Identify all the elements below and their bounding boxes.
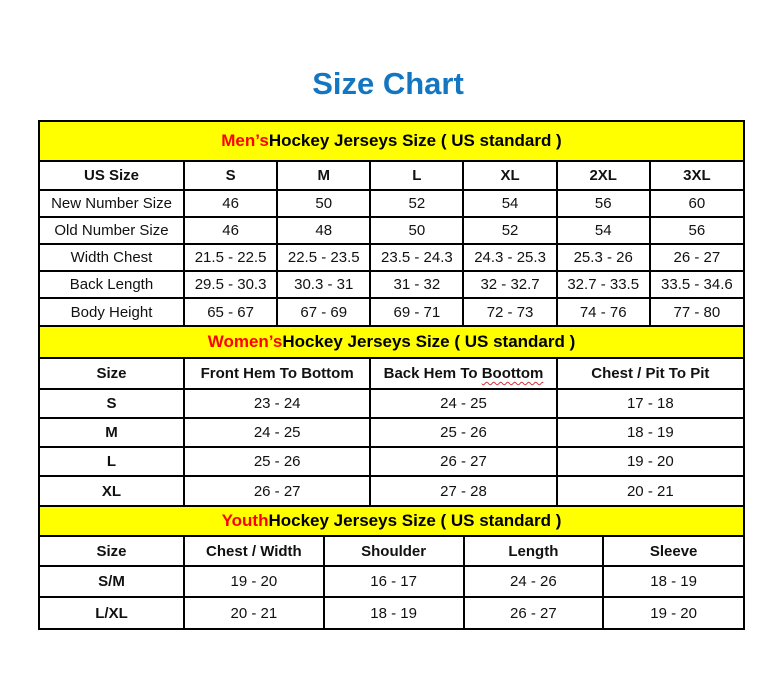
cell: 50	[277, 190, 370, 217]
men-size-header: XL	[463, 162, 556, 190]
page-title: Size Chart	[312, 66, 464, 101]
table-row	[40, 447, 743, 476]
youth-col-header: Shoulder	[324, 537, 464, 566]
cell: 24 - 26	[464, 566, 604, 597]
men-size-header: M	[277, 162, 370, 190]
cell: 29.5 - 30.3	[184, 271, 277, 298]
row-label: L	[40, 447, 184, 476]
cell: 27 - 28	[370, 476, 556, 505]
cell: 46	[184, 190, 277, 217]
cell: 18 - 19	[557, 418, 743, 447]
cell: 50	[370, 217, 463, 244]
youth-col-header: Size	[40, 537, 184, 566]
cell: 26 - 27	[464, 597, 604, 628]
cell: 26 - 27	[370, 447, 556, 476]
youth-size-table	[40, 537, 743, 628]
table-row	[40, 476, 743, 505]
men-corner-header: US Size	[40, 162, 184, 190]
women-header-row	[40, 359, 743, 389]
table-row	[40, 271, 743, 298]
row-label: Back Length	[40, 271, 184, 298]
cell: 56	[650, 217, 743, 244]
cell: 54	[557, 217, 650, 244]
table-row	[40, 389, 743, 418]
women-col-header: Front Hem To Bottom	[184, 359, 370, 389]
table-row	[40, 217, 743, 244]
cell: 48	[277, 217, 370, 244]
youth-header-row	[40, 537, 743, 566]
cell: 30.3 - 31	[277, 271, 370, 298]
men-section-header	[40, 122, 743, 162]
cell: 16 - 17	[324, 566, 464, 597]
cell: 20 - 21	[557, 476, 743, 505]
row-label: Width Chest	[40, 244, 184, 271]
cell: 23 - 24	[184, 389, 370, 418]
row-label: L/XL	[40, 597, 184, 628]
table-row	[40, 597, 743, 628]
women-size-table	[40, 359, 743, 505]
women-col-header: Chest / Pit To Pit	[557, 359, 743, 389]
youth-col-header: Chest / Width	[184, 537, 324, 566]
cell: 74 - 76	[557, 298, 650, 325]
table-row	[40, 298, 743, 325]
table-row	[40, 190, 743, 217]
youth-section-highlight: Youth	[221, 511, 269, 530]
table-row	[40, 418, 743, 447]
row-label: New Number Size	[40, 190, 184, 217]
cell: 72 - 73	[463, 298, 556, 325]
men-size-header: 3XL	[650, 162, 743, 190]
cell: 25.3 - 26	[557, 244, 650, 271]
row-label: Old Number Size	[40, 217, 184, 244]
cell: 24.3 - 25.3	[463, 244, 556, 271]
row-label: Body Height	[40, 298, 184, 325]
table-row	[40, 566, 743, 597]
cell: 19 - 20	[557, 447, 743, 476]
men-section-title: Hockey Jerseys Size ( US standard )	[268, 131, 562, 150]
cell: 18 - 19	[603, 566, 743, 597]
cell: 65 - 67	[184, 298, 277, 325]
women-section-header	[40, 325, 743, 359]
women-section-highlight: Women’s	[207, 332, 283, 351]
cell: 20 - 21	[184, 597, 324, 628]
cell: 31 - 32	[370, 271, 463, 298]
men-size-header: 2XL	[557, 162, 650, 190]
men-header-row	[40, 162, 743, 190]
cell: 32 - 32.7	[463, 271, 556, 298]
cell: 25 - 26	[184, 447, 370, 476]
women-col-header-text: Back Hem To	[383, 365, 482, 382]
women-col-header: Size	[40, 359, 184, 389]
cell: 23.5 - 24.3	[370, 244, 463, 271]
cell: 56	[557, 190, 650, 217]
table-row	[40, 244, 743, 271]
women-col-header-misspelled: Boottom	[481, 365, 544, 382]
cell: 24 - 25	[184, 418, 370, 447]
youth-section-header	[40, 505, 743, 537]
cell: 52	[463, 217, 556, 244]
row-label: S	[40, 389, 184, 418]
men-section-highlight: Men’s	[221, 131, 269, 150]
women-section-title: Hockey Jerseys Size ( US standard )	[282, 332, 576, 351]
cell: 33.5 - 34.6	[650, 271, 743, 298]
cell: 77 - 80	[650, 298, 743, 325]
youth-col-header: Sleeve	[603, 537, 743, 566]
cell: 18 - 19	[324, 597, 464, 628]
cell: 69 - 71	[370, 298, 463, 325]
cell: 21.5 - 22.5	[184, 244, 277, 271]
cell: 26 - 27	[184, 476, 370, 505]
men-size-header: L	[370, 162, 463, 190]
row-label: M	[40, 418, 184, 447]
cell: 46	[184, 217, 277, 244]
cell: 25 - 26	[370, 418, 556, 447]
cell: 32.7 - 33.5	[557, 271, 650, 298]
row-label: S/M	[40, 566, 184, 597]
men-size-header: S	[184, 162, 277, 190]
cell: 60	[650, 190, 743, 217]
cell: 22.5 - 23.5	[277, 244, 370, 271]
cell: 19 - 20	[184, 566, 324, 597]
youth-section-title: Hockey Jerseys Size ( US standard )	[268, 511, 562, 530]
women-col-header	[370, 359, 556, 389]
men-size-table	[40, 162, 743, 325]
cell: 52	[370, 190, 463, 217]
cell: 17 - 18	[557, 389, 743, 418]
youth-col-header: Length	[464, 537, 604, 566]
cell: 26 - 27	[650, 244, 743, 271]
cell: 19 - 20	[603, 597, 743, 628]
size-chart-table	[38, 120, 745, 630]
cell: 67 - 69	[277, 298, 370, 325]
cell: 24 - 25	[370, 389, 556, 418]
row-label: XL	[40, 476, 184, 505]
cell: 54	[463, 190, 556, 217]
